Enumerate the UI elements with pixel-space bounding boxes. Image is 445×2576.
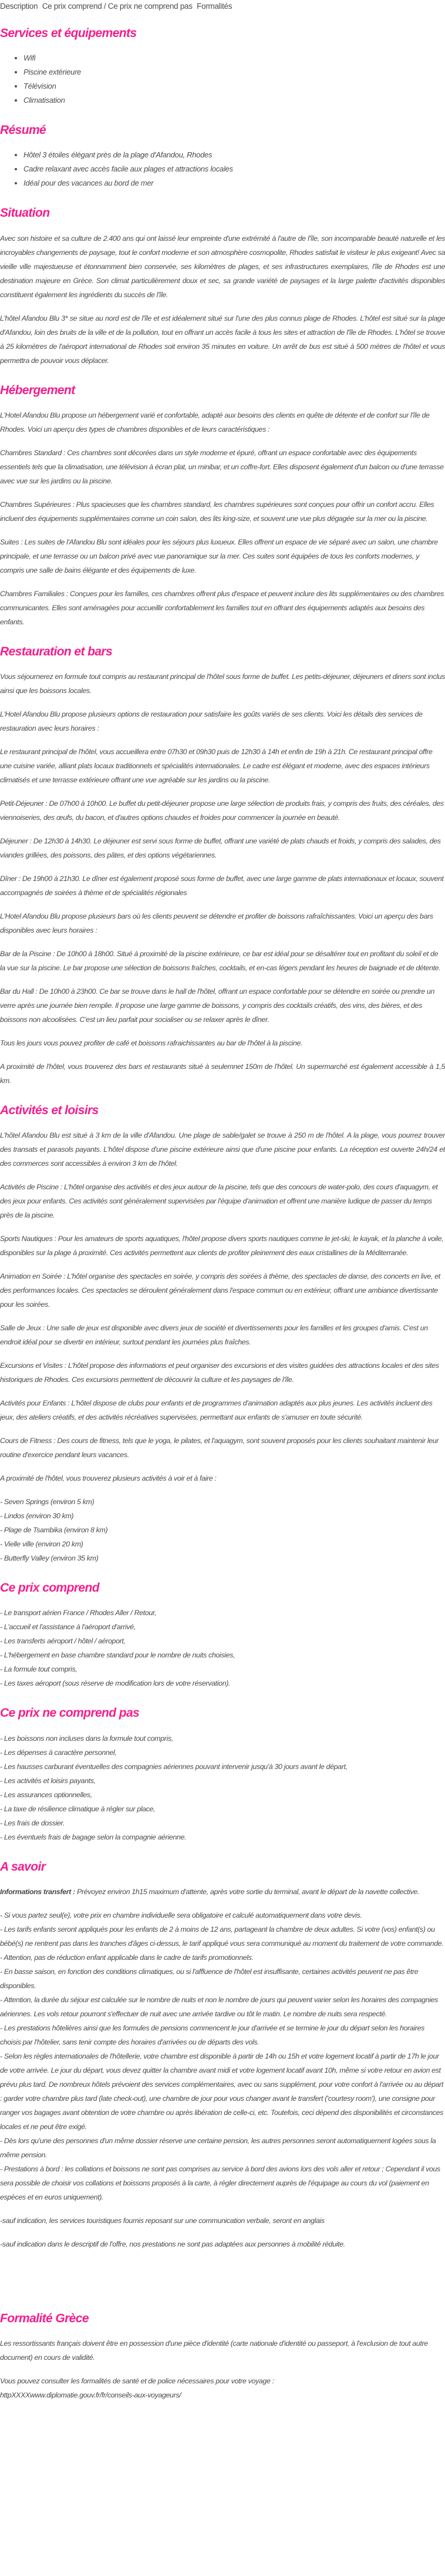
paragraph [0, 2374, 445, 2402]
list-item: • Télévision [23, 79, 445, 93]
list-item: - La formule tout compris, [0, 1665, 77, 1674]
situation-title: Situation [0, 206, 50, 220]
list-item: - En basse saison, en fonction des conditions climatiques, ou si l'affluence de l'hôtel est insuffisante, certaines activités peuvent ne pas être disponibles. [0, 1967, 419, 1990]
transfer-text: Prévoyez environ 1h15 maximum d'attente, après votre sortie du terminal, avant le départ de la navette collective. [75, 1887, 420, 1896]
list-item: - Prestations à bord : les collations et boissons ne sont pas comprises au service à bord des avions lors des vols aller et retour ; Cependant il vous sera possible de choisir vos collations et boissons proposés à la carte, à régler directement auprès de l'équipage au cours du vol (paiement en espèces et en euros uniquement). [0, 2164, 440, 2201]
price-excludes-list [0, 1731, 445, 1844]
paragraph: Vous séjournerez en formule tout compris au restaurant principal de l'hôtel sous forme de buffet. Les petits-déjeuner, déjeuners et diners sont inclus ainsi que les boissons locales. [0, 672, 445, 695]
list-item: - Les hausses carburant éventuelles des compagnies aériennes pouvant intervenir jusqu'à 30 jours avant le départ, [0, 1762, 348, 1771]
good-to-know-title: A savoir [0, 1859, 46, 1874]
list-item: • Wifi [23, 51, 445, 65]
paragraph: Dîner : De 19h00 à 21h30. Le dîner est également proposé sous forme de buffet, avec une large gamme de plats internationaux et locaux, souvent accompagnés de soirées à thème et de spécialités régionales [0, 874, 444, 897]
list-item: - Les taxes aéroport (sous réserve de modification lors de votre réservation). [0, 1679, 231, 1688]
list-item: - Le transport aérien France / Rhodes Aller / Retour, [0, 1609, 157, 1617]
price-includes-section [0, 1580, 445, 1690]
services-list [0, 51, 445, 107]
good-to-know-list [0, 1908, 445, 2204]
hebergement-title: Hébergement [0, 383, 75, 397]
paragraph: L'Hotel Afandou Blu propose plusieurs options de restauration pour satisfaire les goûts variés de ses clients. Voici les détails des services de restauration avec leurs horaires : [0, 709, 423, 732]
paragraph: Déjeuner : De 12h30 à 14h30. Le déjeuner est servi sous forme de buffet, offrant une variété de plats chauds et froids, y compris des salades, des viandes grillées, des poissons, des pâtes, et des options végétariennes. [0, 836, 441, 859]
paragraph: Bar du Hall : De 10h00 à 23h00. Ce bar se trouve dans le hall de l'hôtel, offrant un espace confortable pour se détendre en soirée ou prendre un verre après une journée bien remplie. Il propose une large gamme de boissons, y compris des cocktails créatifs, des vins, des bières, et des boissons non alcoolisées. C'est un lieu parfait pour socialiser ou se relaxer après le dîner. [0, 987, 434, 1024]
list-item: - Plage de Tsambika (environ 8 km) [0, 1526, 108, 1535]
paragraph: Chambres Standard : Ces chambres sont décorées dans un style moderne et épuré, offrant un espace confortable avec des équipements essentiels tels que la climatisation, une télévision à écran plat, un minibar, et un coffre-fort. Elles disposent également d'un balcon ou d'une terrasse avec vue sur les jardins ou la piscine. [0, 448, 444, 485]
list-item: • Piscine extérieure [23, 65, 445, 79]
note: -sauf indication, les services touristiques fournis reposant sur une communication verbale, seront en anglais [0, 2216, 325, 2225]
list-item: - Les assurances optionnelles, [0, 1790, 92, 1799]
paragraph: Suites : Les suites de l'Afandou Blu sont idéales pour les séjours plus luxueux. Elles offrent un espace de vie séparé avec un salon, une chambre principale, et une terrasse ou un balcon privé avec vue panoramique sur la mer. Ces suites sont équipées de tous les conforts modernes, y compris une salle de bains élégante et des équipements de luxe. [0, 537, 438, 574]
list-item: - L'hébergement en base chambre standard pour le nombre de nuits choisies, [0, 1651, 235, 1660]
list-item: - Les prestations hôtelières ainsi que les formules de pensions commencent le jour d'arrivée et se termine le jour du départ selon les horaires choisis par l'hôtelier, sans tenir compte des horaires d'arrivées ou de départs des vols. [0, 2023, 425, 2046]
paragraph: L'Hotel Afandou Blu propose un hébergement varié et confortable, adapté aux besoins des clients en quête de détente et de confort sur l'île de Rhodes. Voici un aperçu des types de chambres disponibles et de leurs caractéristiques : [0, 411, 430, 433]
list-item: - Les boissons non incluses dans la formule tout compris, [0, 1734, 173, 1743]
tab-price-includes[interactable]: Ce prix comprend / Ce prix ne comprend pas [42, 2, 193, 11]
activites-title: Activités et loisirs [0, 1103, 99, 1117]
paragraph: Animation en Soirée : L'hôtel organise des spectacles en soirée, y compris des soirées à thème, des spectacles de danse, des concerts en live, et des performances locales. Ces spectacles se déroulent généralement dans l'espace commun ou en extérieur, offrant une ambiance divertissante pour les soirées. [0, 1272, 440, 1309]
paragraph: Avec son histoire et sa culture de 2.400 ans qui ont laissé leur empreinte d'une extrémité à l'autre de l'île, son incomparable beauté naturelle et les incroyables changements de paysage, tout le confort moderne et son atmosphère cosmopolite, Rhodes satisfait le visiteur le plus exigeant! Avec sa vieille ville majestueuse et étonnamment bien conservée, ses kilomètres de plages, et ses infrastructures exemplaires, l'île de Rhodes est une destination majeure en Grèce. Son climat particulièrement doux et sec, sa grande variété de paysages et la large palette d'activités disponibles constituent également les ingrédients du succès de l'île. [0, 234, 445, 299]
formalities-title: Formalité Grèce [0, 2311, 89, 2325]
spacer [0, 2261, 445, 2296]
consult-text: Vous pouvez consulter les formalités de santé et de police nécessaires pour votre voyage : [0, 2376, 274, 2385]
list-item: - Selon les règles internationales de l'hôtellerie, votre chambre est disponible à partir de 14h ou 15h et votre logement locatif à partir de 17h le jour de votre arrivée. Le jour du départ, vous devez quitter la chambre avant midi et votre logement locatif avant 10h, même si votre retour en avion est prévu plus tard. De nombreux hôtels prévoient des services complémentaires, avec ou sans supplément, pour votre confort à l'arrivée ou au départ : garder votre chambre plus tard (late check-out), une chambre de jour pour vous changer avant le transfert ('courtesy room'), une consigne pour ranger vos bagages avant obtention de votre chambre ou après libération de celle-ci, etc. Toutefois, ceci dépend des disponibilités et circonstances locales et ne peut être exigé. [0, 2052, 444, 2131]
list-item: - Lindos (environ 30 km) [0, 1512, 74, 1521]
paragraph: A proximité de l'hôtel, vous trouverez plusieurs activités à voir et à faire : [0, 1474, 217, 1483]
paragraph: Bar de la Piscine : De 10h00 à 18h00. Situé à proximité de la piscine extérieure, ce bar est idéal pour se désaltérer tout en profitant du soleil et de la vue sur la piscine. Le bar propose une sélection de boissons fraîches, cocktails, et en-cas légers pendant les heures de baignade et de détente. [0, 949, 441, 972]
restauration-title: Restauration et bars [0, 644, 113, 658]
diplomatie-link[interactable]: httpXXXXwww.diplomatie.gouv.fr/fr/conseils-aux-voyageurs/ [0, 2390, 181, 2399]
list-item: • Climatisation [23, 93, 445, 107]
transfer-label: Informations transfert : [0, 1887, 75, 1896]
paragraph: L'Hotel Afandou Blu propose plusieurs bars où les clients peuvent se détendre et profiter de boissons rafraîchissantes. Voici un aperçu des bars disponibles avec leurs horaires : [0, 912, 433, 934]
transfer-info [0, 1885, 445, 1899]
list-item: - Seven Springs (environ 5 km) [0, 1498, 95, 1506]
list-item: - Si vous partez seul(e), votre prix en chambre individuelle sera obligatoire et calculé automatiquement dans votre devis. [0, 1911, 362, 1919]
list-item: • Hôtel 3 étoiles élégant près de la plage d'Afandou, Rhodes [23, 148, 445, 162]
paragraph: Activités de Piscine : L'hôtel organise des activités et des jeux autour de la piscine, tels que des concours de water-polo, des cours d'aquagym, et des jeux pour enfants. Ces activités sont généralement supervisées par l'équipe d'animation et offrent une manière ludique de passer du temps près de la piscine. [0, 1183, 438, 1220]
resume-title: Résumé [0, 123, 46, 137]
list-item: - Les transferts aéroport / hôtel / aéroport, [0, 1637, 126, 1646]
paragraph: Le restaurant principal de l'hôtel, vous accueillera entre 07h30 et 09h30 puis de 12h30 à 14h et enfin de 19h à 21h. Ce restaurant principal offre une cuisine variée, alliant plats locaux traditionnels et spécialités internationales. Le cadre est élégant et moderne, avec des espaces intérieurs climatisés et une terrasse extérieure offrant une vue agréable sur les jardins ou la piscine. [0, 747, 433, 784]
list-item: • Cadre relaxant avec accès facile aux plages et attractions locales [23, 162, 445, 176]
list-item: - Butterfly Valley (environ 35 km) [0, 1554, 99, 1563]
list-item: - Vielle ville (environ 20 km) [0, 1540, 83, 1549]
tab-description[interactable]: Description [0, 2, 38, 11]
paragraph: Petit-Déjeuner : De 07h00 à 10h00. Le buffet du petit-déjeuner propose une large sélection de produits frais, y compris des fruits, des céréales, des viennoiseries, des œufs, du bacon, et d'autres options chaudes et froides pour commencer la journée en beauté. [0, 799, 444, 822]
tab-formalities[interactable]: Formalités [197, 2, 232, 11]
paragraph: L'hôtel Afandou Blu est situé à 3 km de la ville d'Afandou. Une plage de sable/galet se trouve à 250 m de l'hôtel. A la plage, vous pourrez trouver des transats et parasols payants. L'hôtel dispose d'une piscine extérieure ainsi que d'une piscine pour enfants. La réception est ouverte 24h/24 et des commerces sont accessibles à environ 3 km de l'hôtel. [0, 1131, 445, 1168]
list-item: - La taxe de résilience climatique à régler sur place, [0, 1804, 156, 1813]
list-item: - Les éventuels frais de bagage selon la compagnie aérienne. [0, 1832, 187, 1841]
paragraph: Salle de Jeux : Une salle de jeux est disponible avec divers jeux de société et divertissements pour les familles et les groupes d'amis. C'est un endroit idéal pour se divertir en intérieur, surtout pendant les journées plus fraîches. [0, 1324, 428, 1347]
tab-bar [0, 0, 445, 11]
price-excludes-title: Ce prix ne comprend pas [0, 1706, 140, 1720]
resume-list [0, 148, 445, 190]
price-includes-list [0, 1606, 445, 1690]
list-item: - Attention, pas de réduction enfant applicable dans le cadre de tarifs promotionnels. [0, 1953, 254, 1962]
good-to-know-section [0, 1859, 445, 2251]
price-includes-title: Ce prix comprend [0, 1581, 99, 1595]
services-title: Services et équipements [0, 26, 137, 40]
price-excludes-section [0, 1706, 445, 1844]
hebergement-section [0, 383, 445, 629]
paragraph: Chambres Supérieures : Plus spacieuses que les chambres standard, les chambres supérieures sont conçues pour offrir un confort accru. Elles incluent des équipements supplémentaires comme un coin salon, des lits king-size, et souvent une vue plus dégagée sur la mer ou la piscine. [0, 500, 434, 523]
formalities-section [0, 2311, 445, 2402]
paragraph: A proximité de l'hôtel, vous trouverez des bars et restaurants situé à seulemnet 150m de l'hôtel. Un supermarché est également accessible à 1,5 km. [0, 1062, 445, 1085]
paragraph: Excursions et Visites : L'hôtel propose des informations et peut organiser des excursions et des visites guidées des attractions locales et des sites historiques de Rhodes. Ces excursions permettent de découvrir la culture et les paysages de l'île. [0, 1361, 439, 1384]
restauration-section [0, 644, 445, 1088]
note: -sauf indication dans le descriptif de l'offre, nos prestations ne sont pas adaptées aux personnes à mobilité réduite. [0, 2239, 345, 2248]
situation-section [0, 206, 445, 367]
services-section [0, 26, 445, 107]
paragraph: Tous les jours vous pouvez profiter de café et boissons rafraichissantes au bar de l'hôtel à la piscine. [0, 1038, 303, 1047]
resume-section [0, 123, 445, 190]
list-item: - L'accueil et l'assistance à l'aéroport d'arrivé, [0, 1623, 136, 1632]
paragraph: L'hôtel Afandou Blu 3* se situe au nord est de l'île et est idéalement situé sur l'une des plus connus plage de Rhodes. L'hôtel est situé sur la plage d'Afandou, loin des bruits de la ville et de la pollution, tout en offrant un accès facile à tous les sites et attraction de l'île de Rhodes. L'hôtel se trouve à 25 kilomètres de l'aéroport international de Rhodes soit environ 35 minutes en voiture. Un arrêt de bus est situé à 500 mètres de l'hôtel et vous permettra de pouvoir vous déplacer. [0, 314, 445, 365]
paragraph: Chambres Familiales : Conçues pour les familles, ces chambres offrent plus d'espace et peuvent inclure des lits supplémentaires ou des chambres communicantes. Elles sont aménagées pour accueillir confortablement les familles tout en offrant des équipements adaptés aux besoins des enfants. [0, 589, 444, 626]
list-item: - Les frais de dossier. [0, 1818, 65, 1827]
list-item: • Idéal pour des vacances au bord de mer [23, 176, 445, 190]
list-item: - Les dépenses à caractère personnel, [0, 1748, 117, 1757]
nearby-list [0, 1495, 445, 1565]
paragraph: Cours de Fitness : Des cours de fitness, tels que le yoga, le pilates, et l'aquagym, sont souvent proposés pour les clients souhaitant maintenir leur routine d'exercice pendant leurs vacances. [0, 1437, 439, 1459]
list-item: - Les tarifs enfants seront appliqués pour les enfants de 2 à moins de 12 ans, partageant la chambre de deux adultes. Si votre (vos) enfant(s) ou bébé(s) ne rentrent pas dans les tranches d'âges ci-dessus, le tarif appliqué vous sera communiqué au moment du traitement de votre commande. [0, 1925, 444, 1948]
activites-section [0, 1103, 445, 1565]
list-item: - Attention, la durée du séjour est calculée sur le nombre de nuits et non le nombre de jours qui peuvent varier selon les horaires des compagnies aériennes. Les vols retour pourront s'effectuer de nuit avec une arrivée tardive ou tôt le matin. Le nombre de nuits sera respecté. [0, 1995, 439, 2018]
paragraph: Sports Nautiques : Pour les amateurs de sports aquatiques, l'hôtel propose divers sports nautiques comme le jet-ski, le kayak, et la planche à voile, disponibles sur la plage à proximité. Ces activités permettent aux clients de profiter pleinement des eaux cristallines de la Méditerranée. [0, 1235, 444, 1257]
paragraph: Les ressortissants français doivent être en possession d'une pièce d'identité (carte nationale d'identité ou passeport, à l'exclusion de tout autre document) en cours de validité. [0, 2339, 428, 2362]
list-item: - Les activités et loisirs payants, [0, 1776, 96, 1785]
list-item: - Dès lors qu'une des personnes d'un même dossier réserve une certaine pension, les autres personnes seront automatiquement logées sous la même pension. [0, 2136, 436, 2159]
paragraph: Activités pour Enfants : L'hôtel dispose de clubs pour enfants et de programmes d'animation adaptés aux plus jeunes. Les activités incluent des jeux, des ateliers créatifs, et des activités récréatives supervisées, permettant aux enfants de s'amuser en toute sécurité. [0, 1399, 433, 1422]
